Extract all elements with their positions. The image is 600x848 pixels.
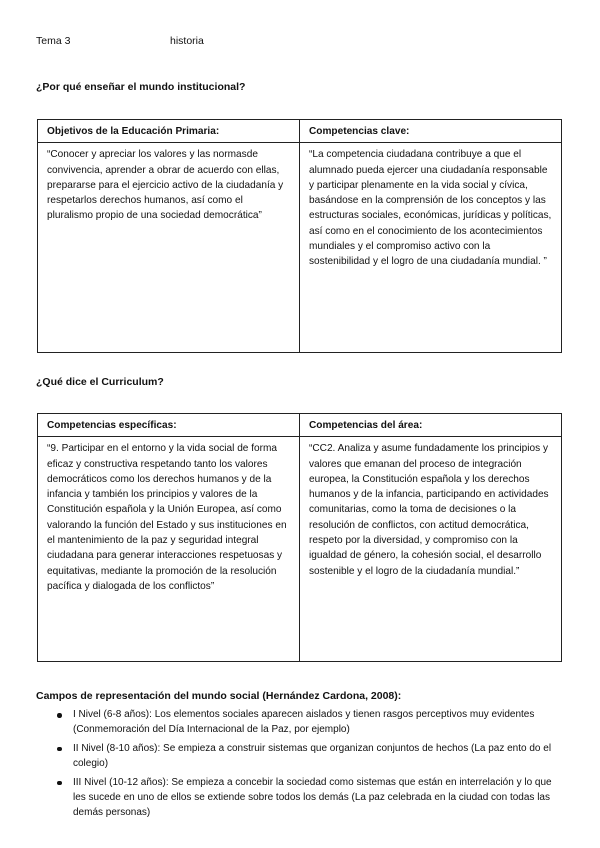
list-item: III Nivel (10-12 años): Se empieza a concebir la sociedad como sistemas que están en interrelación y lo que les sucede en uno de ellos se extiende sobre todos los demás (La paz celebrada en la ciudad con todas las demás personas) xyxy=(36,775,566,821)
list-item: II Nivel (8-10 años): Se empieza a construir sistemas que organizan conjuntos de hechos (La paz ento do el colegio) xyxy=(36,741,566,772)
objectives-competences-table xyxy=(37,119,562,353)
bullet-icon xyxy=(57,713,62,718)
curriculum-table xyxy=(37,413,562,662)
area-competences-header: Competencias del área: xyxy=(300,414,562,437)
specific-competences-header: Competencias específicas: xyxy=(38,414,300,437)
header-topic: Tema 3 xyxy=(36,35,71,47)
section1-heading: ¿Por qué enseñar el mundo institucional? xyxy=(36,81,246,93)
section3-heading: Campos de representación del mundo social (Hernández Cardona, 2008): xyxy=(36,690,402,702)
specific-competences-text: “9. Participar en el entorno y la vida social de forma eficaz y constructiva respetando tanto los valores democráticos como los derechos humanos y de la infancia y también los principios y valores de la Constitución española y la Unión Europea, así como valorando la función del Estado y sus instituciones en el mantenimiento de la paz y seguridad integral ciudadana para generar interacciones respetuosas y equitativas, mediante la promoción de la resolución pacífica y dialogada de los conflictos” xyxy=(38,437,300,662)
key-competences-header: Competencias clave: xyxy=(300,120,562,143)
objectives-header: Objetivos de la Educación Primaria: xyxy=(38,120,300,143)
key-competences-text: “La competencia ciudadana contribuye a que el alumnado pueda ejercer una ciudadanía responsable y participar plenamente en la vida social y cívica, basándose en la comprensión de los conceptos y las estructuras sociales, económicas, jurídicas y políticas, así como en el conocimiento de los acontecimientos mundiales y el compromiso activo con la sostenibilidad y el logro de una ciudadanía mundial. ” xyxy=(300,143,562,353)
section2-heading: ¿Qué dice el Curriculum? xyxy=(36,376,164,388)
objectives-text: “Conocer y apreciar los valores y las normasde convivencia, aprender a obrar de acuerdo con ellas, prepararse para el ejercicio activo de la ciudadanía y respetarlos derechos humanos, así como el pluralismo propio de una sociedad democrática” xyxy=(38,143,300,353)
list-item: I Nivel (6-8 años): Los elementos sociales aparecen aislados y tienen rasgos perceptivos muy evidentes (Conmemoración del Día Internacional de la Paz, por ejemplo) xyxy=(36,707,566,738)
bullet-icon xyxy=(57,747,62,752)
representation-levels-list xyxy=(36,707,566,824)
header-subject: historia xyxy=(170,35,204,47)
area-competences-text: “CC2. Analiza y asume fundadamente los principios y valores que emanan del proceso de integración europea, la Constitución española y los derechos humanos y de la infancia, participando en actividades comunitarias, como la toma de decisiones o la resolución de conflictos, con actitud democrática, respeto por la diversidad, y compromiso con la igualdad de género, la cohesión social, el desarrollo sostenible y el logro de la ciudadanía mundial.” xyxy=(300,437,562,662)
bullet-icon xyxy=(57,781,62,786)
